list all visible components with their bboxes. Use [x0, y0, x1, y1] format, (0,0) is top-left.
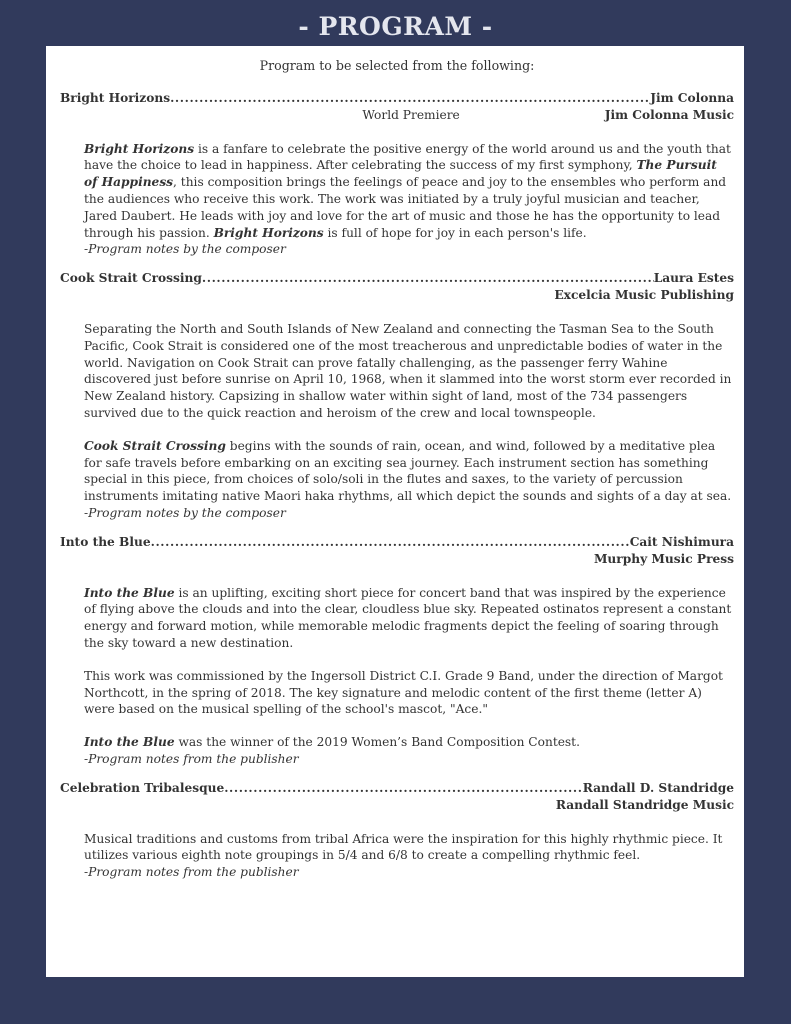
notes-text: is a fanfare to celebrate the positive energy of the world around us and the youth that have the choice to lead in happiness. After celebrating the success of my first symphony, — [84, 141, 731, 173]
work-title-emphasis: Into the Blue — [84, 585, 175, 600]
program-notes — [60, 321, 734, 522]
notes-paragraph — [84, 585, 734, 652]
entry-heading — [60, 270, 734, 287]
entry-heading — [60, 90, 734, 107]
notes-credit: -Program notes from the publisher — [84, 865, 299, 880]
work-title-emphasis: The Pursuit of Happiness — [84, 158, 717, 190]
notes-text: is full of hope for joy in each person's life. — [323, 225, 587, 240]
program-entry — [60, 90, 734, 258]
composer-name: Laura Estes — [653, 271, 734, 286]
publisher-name: Excelcia Music Publishing — [554, 287, 734, 302]
work-title-emphasis: Into the Blue — [84, 735, 175, 750]
entry-heading — [60, 780, 734, 797]
composer-name: Cait Nishimura — [629, 534, 734, 549]
program-notes — [60, 585, 734, 768]
notes-text: , this composition brings the feelings of peace and joy to the ensembles who perform and the audiences who receive this work. The work was initiated by a truly joyful musician and teacher, Jared Daubert. He leads with joy and love for the art of music and those he has the opportunity to lead through his passion. — [84, 175, 727, 240]
program-intro: Program to be selected from the following: — [259, 58, 535, 73]
dot-leader — [151, 534, 630, 551]
notes-text: Separating the North and South Islands of New Zealand and connecting the Tasman Sea to the South Pacific, Cook Strait is considered one of the most treacherous and unpredictable bodies of water in the world. Navigation on Cook Strait can prove fatally challenging, as the passenger ferry Wahine discovered just before sunrise on April 10, 1968, when it slammed into the worst storm ever recorded in New Zealand history. Capsizing in shallow water within sight of land, most of the 734 passengers survived due to the quick reaction and heroism of the crew and local townspeople. — [84, 321, 732, 420]
dot-leader — [170, 90, 650, 107]
work-title-emphasis: Cook Strait Crossing — [84, 438, 226, 453]
page-title: - PROGRAM - — [298, 12, 493, 41]
program-entry — [60, 270, 734, 522]
piece-title: Cook Strait Crossing — [60, 271, 202, 286]
publisher-name: Murphy Music Press — [593, 551, 734, 566]
program-panel — [46, 46, 744, 977]
program-entries — [60, 90, 734, 881]
entry-heading — [60, 534, 734, 551]
notes-text: was the winner of the 2019 Women’s Band Composition Contest. — [174, 735, 580, 750]
work-title-emphasis: Bright Horizons — [84, 141, 195, 156]
notes-paragraph — [84, 438, 734, 505]
piece-title: Bright Horizons — [60, 90, 171, 105]
entry-subheading — [60, 551, 734, 568]
notes-paragraph — [84, 321, 734, 422]
notes-paragraph — [84, 668, 734, 718]
notes-credit: -Program notes by the composer — [84, 242, 286, 257]
piece-title: Into the Blue — [60, 534, 151, 549]
publisher-name: Randall Standridge Music — [555, 797, 734, 812]
program-notes — [60, 141, 734, 259]
notes-credit: -Program notes by the composer — [84, 505, 286, 520]
program-notes — [60, 831, 734, 881]
program-entry — [60, 780, 734, 881]
work-title-emphasis: Bright Horizons — [213, 225, 324, 240]
publisher-name: Jim Colonna Music — [604, 107, 734, 122]
notes-credit: -Program notes from the publisher — [84, 751, 299, 766]
program-entry — [60, 534, 734, 768]
notes-paragraph — [84, 831, 734, 865]
entry-subheading — [60, 107, 734, 124]
notes-paragraph — [84, 734, 734, 751]
composer-name: Randall D. Standridge — [582, 780, 734, 795]
notes-text: is an uplifting, exciting short piece for concert band that was inspired by the experience of flying above the clouds and into the clear, cloudless blue sky. Repeated ostinatos represent a constant energy and forward motion, while memorable melodic fragments depict the feeling of soaring through the sky toward a new destination. — [84, 585, 732, 650]
notes-text: begins with the sounds of rain, ocean, and wind, followed by a meditative plea for safe travels before embarking on an exciting sea journey. Each instrument section has something special in this piece, from choices of solo/soli in the flutes and saxes, to the variety of percussion instruments imitating native Maori haka rhythms, all which depict the sounds and sights of a day at sea. — [84, 438, 732, 504]
piece-title: Celebration Tribalesque — [60, 780, 225, 795]
dot-leader — [224, 780, 583, 797]
premiere-label: World Premiere — [362, 107, 460, 122]
dot-leader — [202, 270, 654, 287]
entry-subheading — [60, 797, 734, 814]
notes-text: Musical traditions and customs from tribal Africa were the inspiration for this highly rhythmic piece. It utilizes various eighth note groupings in 5/4 and 6/8 to create a compelling rhythmic feel. — [84, 831, 723, 863]
notes-paragraph — [84, 141, 734, 242]
entry-subheading — [60, 287, 734, 304]
notes-text: This work was commissioned by the Ingersoll District C.I. Grade 9 Band, under the direction of Margot Northcott, in the spring of 2018. The key signature and melodic content of the first theme (letter A) were based on the musical spelling of the school's mascot, "Ace." — [84, 668, 723, 717]
composer-name: Jim Colonna — [650, 90, 734, 105]
